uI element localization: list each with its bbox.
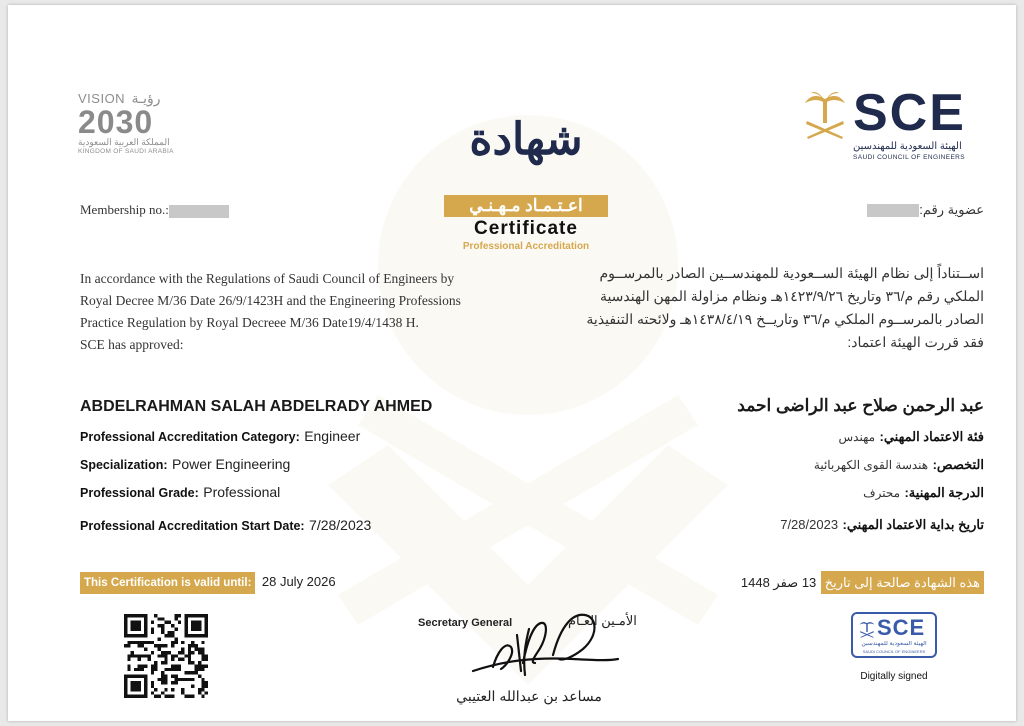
- title-arabic-sub-bar: اعـتـمـاد مـهـنـي: [444, 195, 608, 217]
- validity-en-label: This Certification is valid until:: [80, 572, 255, 594]
- field-value: محترف: [863, 486, 901, 500]
- field-value: Power Engineering: [171, 456, 291, 472]
- intro-ar-line: اســتناداً إلى نظام الهيئة الســعودية للمهندســين الصادر بالمرســوم: [599, 265, 984, 281]
- vision-arabic: رؤيـة: [131, 90, 161, 106]
- vision-word: VISION: [78, 91, 126, 106]
- holder-name-en: ABDELRAHMAN SALAH ABDELRADY AHMED: [80, 398, 433, 415]
- title-english: Certificate: [474, 218, 578, 239]
- field-row-category-ar: [684, 428, 984, 446]
- intro-ar: [548, 262, 984, 354]
- field-row-start-date-en: [80, 517, 371, 535]
- sce-arabic-name: الهيئة السعودية للمهندسين: [853, 141, 962, 152]
- field-value: Engineer: [304, 428, 361, 444]
- validity-en: [80, 572, 336, 594]
- field-row-specialization-ar: [684, 456, 984, 474]
- field-label: Professional Accreditation Start Date:: [80, 519, 305, 533]
- membership-ar-number-redacted: [867, 204, 919, 217]
- signature-ar-name: مساعد بن عبدالله العتيبي: [456, 688, 602, 704]
- field-row-specialization-en: [80, 456, 290, 474]
- seal-abbr: SCE: [877, 615, 926, 640]
- palm-swords-icon: [803, 91, 847, 139]
- title-arabic-main: شهادة: [469, 115, 583, 164]
- intro-en-line: SCE has approved:: [80, 337, 184, 352]
- digitally-signed-label: Digitally signed: [860, 671, 928, 682]
- validity-en-value: 28 July 2026: [261, 574, 336, 589]
- field-value: Professional: [203, 484, 281, 500]
- qr-code: [124, 614, 208, 703]
- field-label: فئة الاعتماد المهني:: [879, 429, 984, 444]
- vision-year: 2030: [78, 104, 154, 140]
- field-label: Professional Grade:: [80, 486, 199, 500]
- holder-name-ar: عبد الرحمن صلاح عبد الراضى احمد: [737, 396, 984, 415]
- field-value: مهندس: [838, 430, 876, 444]
- field-row-start-date-ar: [684, 516, 984, 534]
- field-label: تاريخ بداية الاعتماد المهني:: [842, 517, 984, 532]
- membership-number-redacted: [169, 205, 229, 218]
- vision-2030-logo: [78, 89, 188, 159]
- field-row-grade-ar: [684, 484, 984, 502]
- field-row-grade-en: [80, 484, 280, 502]
- field-label: التخصص:: [932, 457, 984, 472]
- qr-code-icon: [124, 614, 208, 698]
- sce-abbr: SCE: [853, 84, 966, 142]
- field-value: 7/28/2023: [780, 517, 839, 532]
- field-label: Professional Accreditation Category:: [80, 430, 300, 444]
- digital-seal: [851, 612, 937, 658]
- membership-ar: [854, 202, 984, 218]
- intro-ar-line: فقد قررت الهيئة اعتماد:: [847, 334, 984, 350]
- validity-ar-label: هذه الشهادة صالحة إلى تاريخ: [821, 571, 984, 594]
- intro-ar-line: الصادر بالمرســوم الملكي م/٣٦ وتاريــخ ١٤٣٨/٤/١٩هـ ولائحته التنفيذية: [586, 311, 984, 327]
- intro-en-line: Practice Regulation by Royal Decreee M/36 Date19/4/1438 H.: [80, 315, 419, 330]
- palm-swords-icon: [859, 620, 875, 638]
- membership-ar-label: عضوية رقم:: [919, 202, 984, 217]
- field-value: 7/28/2023: [309, 517, 372, 533]
- vision-kingdom: KINGDOM OF SAUDI ARABIA: [78, 148, 174, 155]
- signature-ar-title: الأمـين العـام: [568, 613, 637, 628]
- handwritten-signature: [463, 605, 623, 685]
- field-label: Specialization:: [80, 458, 168, 472]
- seal-arabic-name: الهيئة السعودية للمهندسين: [861, 641, 927, 647]
- validity-ar-value: 13 صفر 1448: [740, 575, 817, 590]
- membership-en: [80, 202, 229, 218]
- seal-english-name: SAUDI COUNCIL OF ENGINEERS: [862, 649, 926, 654]
- sce-logo: [803, 83, 993, 165]
- membership-en-label: Membership no.:: [80, 202, 169, 217]
- field-value: هندسة القوى الكهربائية: [813, 458, 929, 472]
- title-english-sub: Professional Accreditation: [462, 241, 590, 252]
- intro-en-line: In accordance with the Regulations of Saudi Council of Engineers by: [80, 271, 455, 286]
- validity-ar: [684, 571, 984, 594]
- intro-en-line: Royal Decree M/36 Date 26/9/1423H and the Engineering Professions: [80, 293, 461, 308]
- vision-arabic-kingdom: المملكة العربية السعودية: [78, 137, 170, 147]
- intro-ar-line: الملكي رقم م/٣٦ وتاريخ ١٤٢٣/٩/٢٦هـ ونظام مزاولة المهن الهندسية: [599, 288, 984, 304]
- intro-en: [80, 268, 520, 356]
- field-label: الدرجة المهنية:: [904, 485, 984, 500]
- field-row-category-en: [80, 428, 360, 446]
- certificate-title-block: [440, 93, 612, 255]
- signature-en-title: Secretary General: [418, 617, 513, 629]
- certificate-page: [8, 5, 1016, 721]
- sce-english-name: SAUDI COUNCIL OF ENGINEERS: [853, 154, 966, 161]
